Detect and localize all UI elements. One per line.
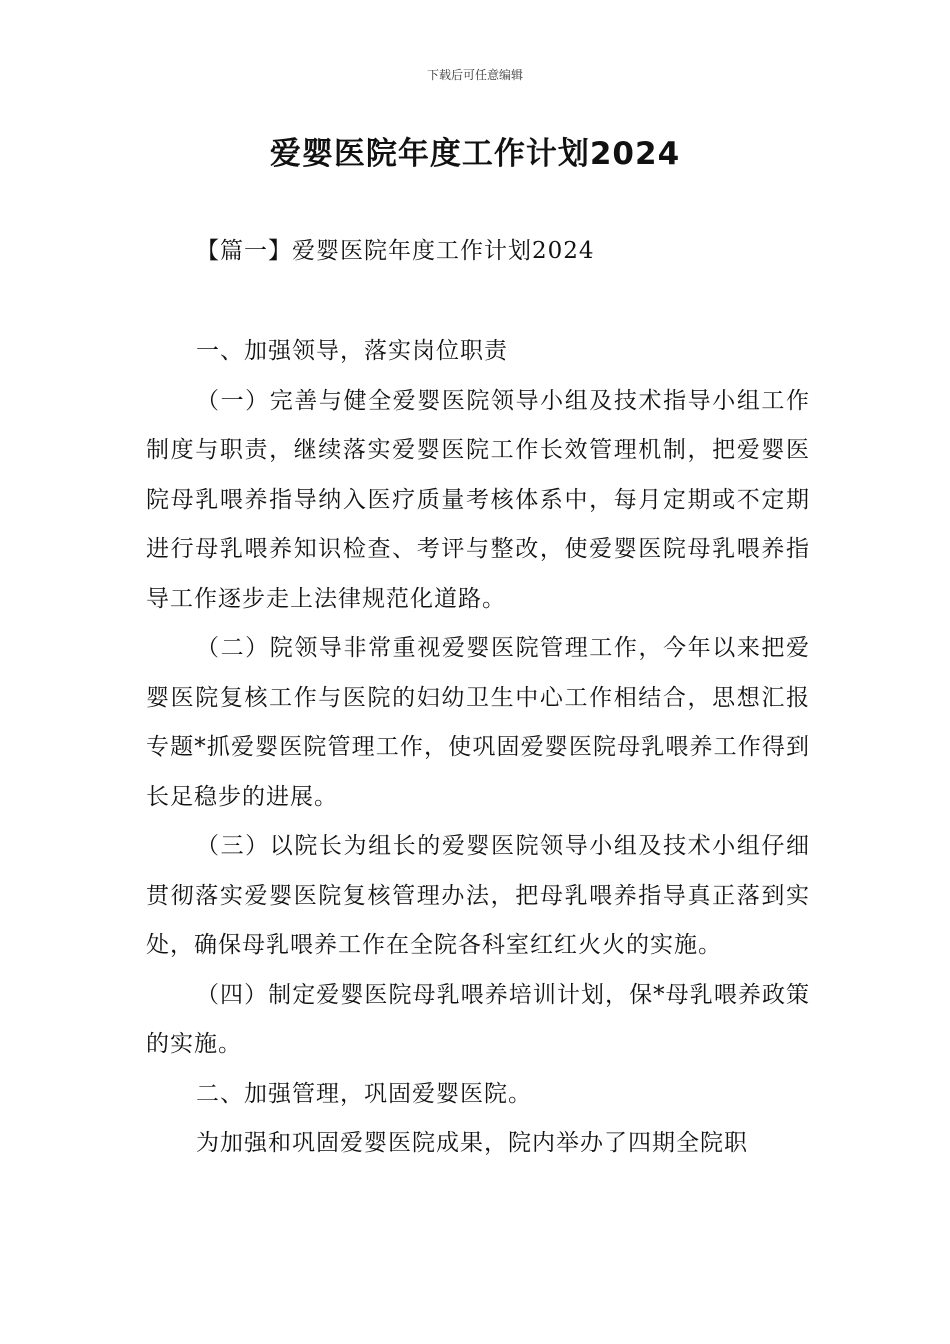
paragraph-1: （一）完善与健全爱婴医院领导小组及技术指导小组工作制度与职责，继续落实爱婴医院工作长效管理机制，把爱婴医院母乳喂养指导纳入医疗质量考核体系中，每月定期或不定期进行母乳喂养知识检查、考评与整改，使爱婴医院母乳喂养指导工作逐步走上法律规范化道路。 [146, 387, 810, 612]
document-body [146, 327, 810, 1169]
paragraph-heading-1: 一、加强领导，落实岗位职责 [196, 338, 508, 364]
paragraph-3: （三）以院长为组长的爱婴医院领导小组及技术小组仔细贯彻落实爱婴医院复核管理办法，把母乳喂养指导真正落到实处，确保母乳喂养工作在全院各科室红红火火的实施。 [146, 833, 810, 958]
document-title: 爱婴医院年度工作计划2024 [269, 136, 681, 172]
paragraph-4: （四）制定爱婴医院母乳喂养培训计划，保*母乳喂养政策的实施。 [146, 981, 810, 1057]
paragraph-heading-2: 二、加强管理，巩固爱婴医院。 [196, 1080, 532, 1107]
header-note: 下载后可任意编辑 [426, 68, 523, 82]
paragraph-5: 为加强和巩固爱婴医院成果，院内举办了四期全院职 [196, 1130, 748, 1156]
section-heading: 【篇一】爱婴医院年度工作计划2024 [196, 238, 595, 264]
paragraph-2: （二）院领导非常重视爱婴医院管理工作，今年以来把爱婴医院复核工作与医院的妇幼卫生中心工作相结合，思想汇报专题*抓爱婴医院管理工作，使巩固爱婴医院母乳喂养工作得到长足稳步的进展。 [146, 635, 810, 810]
